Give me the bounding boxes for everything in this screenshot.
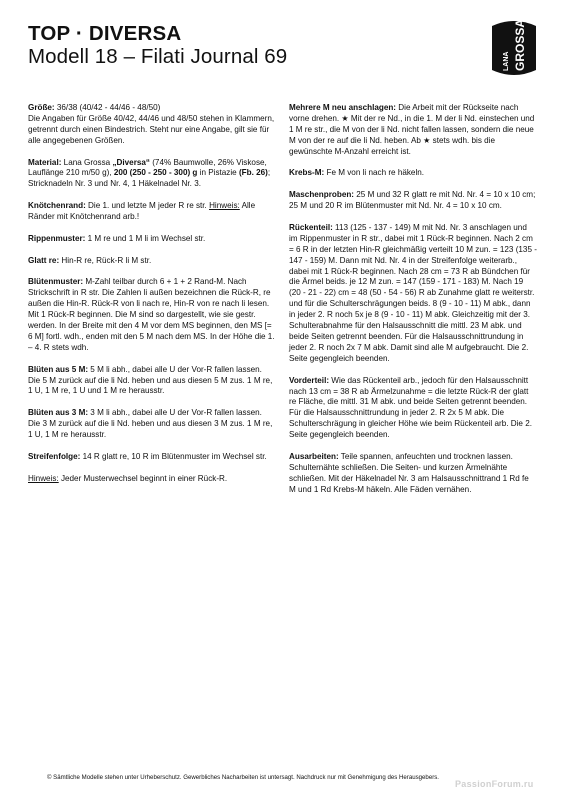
section-front: Vorderteil: Wie das Rückenteil arb., jedoch für den Halsausschnitt nach 13 cm = 38 R ab Ärmelzunahme = die letzte Rück-R der glatt re Fläche, die mittl. 31 M abk. und beide Seiten getrennt beenden. Für die Halsausschnittrundung in jeder 2. R 2x 5 M abk. Die Schulterschrägung in gleicher Höhe wie beim Rückenteil arb. Die 2. Seite gegengleich beenden. [289, 375, 532, 440]
section-flower-pattern: Blütenmuster: M-Zahl teilbar durch 6 + 1 + 2 Rand-M. Nach Strickschrift in R str. Die Zahlen li außen bezeichnen die Rück-R, re außen die Hin-R. Rück-R von li nach re, Hin-R von re nach li lesen. Mit 1 Rück-R beginnen. Die M sind so dargestellt, wie sie gestr. werden. In der Breite mit den 4 M vor dem MS beginnen, den MS [= 6 M] fortl. wdh., enden mit den 5 M nach dem MS. In der Höhe die 1. – 4. R stets wdh. [28, 277, 275, 352]
right-column [289, 103, 537, 506]
section-finishing: Ausarbeiten: Teile spannen, anfeuchten und trocknen lassen. Schulternähte schließen. Die Seiten- und kurzen Ärmelnähte schließen. Mit der Häkelnadel Nr. 3 am Halsausschnittrand 1 Rd fe M und 1 Rd Krebs-M häkeln. Alle Fäden vernähen. [289, 451, 529, 494]
section-back: Rückenteil: 113 (125 - 137 - 149) M mit Nd. Nr. 3 anschlagen und im Rippenmuster in R str., dabei mit 1 Rück-R beginnen. Nach 2 cm = 6 R in der letzten Hin-R gleichmäßig verteilt 10 M zun. = 123 (135 - 147 - 159) M. Dann mit Nd. Nr. 4 in der Streifenfolge weiterarb., dabei mit 1 Rück-R beginnen. Nach 28 cm = 73 R ab Bündchen für die Ärmel beids. je 12 M zun. = 147 (159 - 171 - 183) M. Nach 19 (20 - 21 - 22) cm = 48 (50 - 54 - 56) R ab Zunahme glatt re weiterstr. und für die Schulterschrägungen beids. 8 (9 - 10 - 11) M abk., dann in jeder 2. R noch 5x je 8 (9 - 10 - 11) M abk. Gleichzeitig mit der 3. Schulterabnahme für den Halsausschnitt die mittl. 23 M abk. und beide Seiten getrennt beenden. Für die Halsausschnittrundung in jeder 2. R noch 2x 7 M abk. Damit sind alle M aufgebraucht. Die 2. Seite gegengleich beenden. [289, 222, 537, 363]
lana-grossa-logo [486, 18, 542, 78]
page-title: TOP · DIVERSA [28, 22, 182, 45]
page-header [28, 22, 448, 69]
logo-text-lana: LANA [503, 51, 510, 71]
section-flower-5: Blüten aus 5 M: 5 M li abh., dabei alle U der Vor-R fallen lassen. Die 5 M zurück auf die li Nd. heben und aus diesen 5 M zus. 1 M re, 1 U, 1 M re, 1 U und 1 M re herausstr. [28, 364, 273, 396]
section-flower-3: Blüten aus 3 M: 3 M li abh., dabei alle U der Vor-R fallen lassen. Die 3 M zurück auf die li Nd. heben und aus diesen 3 M zus. 1 M re, 1 U, 1 M re herausstr. [28, 408, 273, 440]
section-gauge: Maschenproben: 25 M und 32 R glatt re mit Nd. Nr. 4 = 10 x 10 cm; 25 M und 20 R im Blütenmuster mit Nd. Nr. 4 = 10 x 10 cm. [289, 190, 536, 211]
section-rib-pattern: Rippenmuster: 1 M re und 1 M li im Wechsel str. [28, 233, 206, 243]
logo-text-grossa: GROSSA [513, 18, 527, 71]
page-subtitle: Modell 18 – Filati Journal 69 [28, 45, 288, 68]
section-material: Material: Lana Grossa „Diversa“ (74% Baumwolle, 26% Viskose, Lauflänge 210 m/50 g), 200 (250 - 250 - 300) g in Pistazie (Fb. 26); Stricknadeln Nr. 3 und Nr. 4, 1 Häkelnadel Nr. 3. [28, 157, 271, 189]
section-stockinette: Glatt re: Hin-R re, Rück-R li M str. [28, 255, 152, 265]
section-knot-edge: Knötchenrand: Die 1. und letzte M jeder R re str. Hinweis: Alle Ränder mit Knötchenrand arb.! [28, 201, 256, 222]
section-cast-on: Mehrere M neu anschlagen: Die Arbeit mit der Rückseite nach vorne drehen. ★ Mit der re Nd., in die 1. M der li Nd. einstechen und 1 M re str., die M von der li Nd. nicht fallen lassen, sondern die neue M von der re auf die li Nd. heben. Ab ★ stets wdh. bis die gewünschte M-Anzahl erreicht ist. [289, 103, 535, 156]
section-crab-stitch: Krebs-M: Fe M von li nach re häkeln. [289, 168, 425, 178]
section-size: Größe: 36/38 (40/42 - 44/46 - 48/50) Die Angaben für Größe 40/42, 44/46 und 48/50 stehen in Klammern, getrennt durch einen Bindestrich. Steht nur eine Angabe, gilt sie für alle angegebenen Größen. [28, 103, 275, 145]
left-column [28, 103, 276, 495]
section-note: Hinweis: Jeder Musterwechsel beginnt in einer Rück-R. [28, 473, 228, 483]
section-stripe-sequence: Streifenfolge: 14 R glatt re, 10 R im Blütenmuster im Wechsel str. [28, 451, 267, 461]
copyright-footer: © Sämtliche Modelle stehen unter Urheberschutz. Gewerbliches Nacharbeiten ist untersagt. Nachdruck nur mit Genehmigung des Herausgebers. [47, 774, 439, 781]
watermark: PassionForum.ru [455, 779, 534, 789]
